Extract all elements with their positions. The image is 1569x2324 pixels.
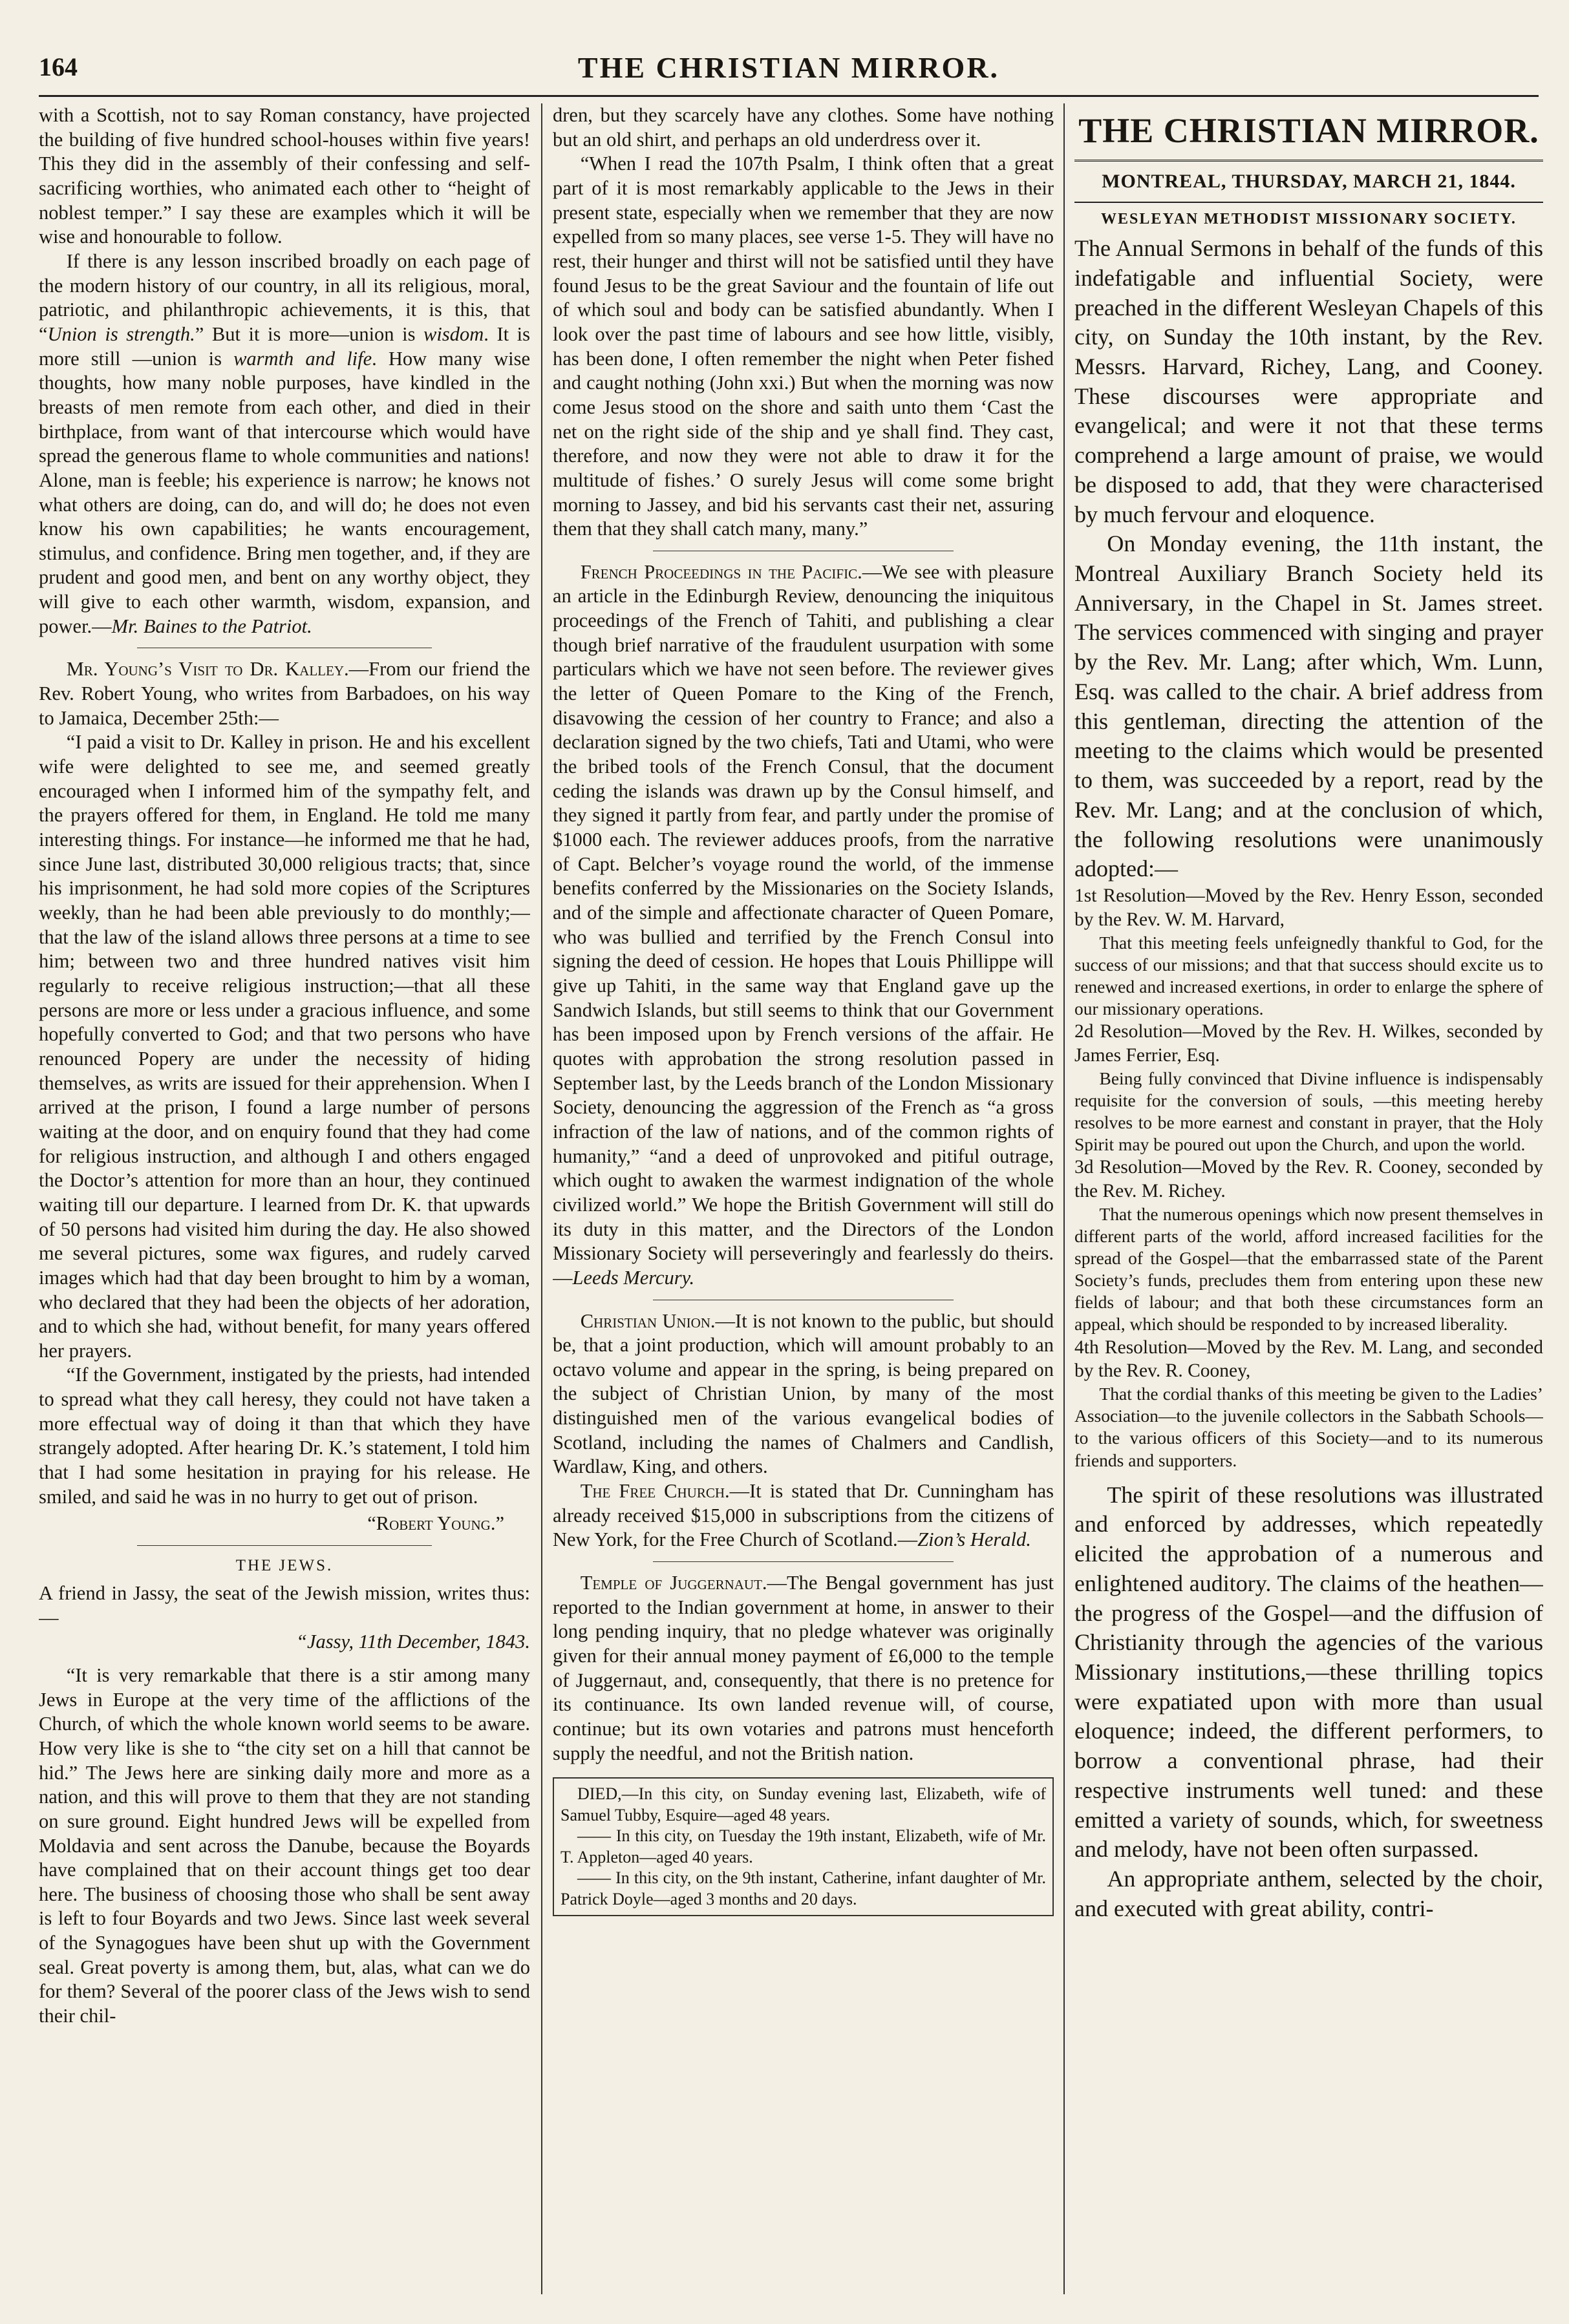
article-paragraph: Temple of Juggernaut.—The Bengal government has just reported to the Indian government at home, in answer to their long pending inquiry, that no pledge whatever was originally given for their annual money payment of £6,000 to the temple of Juggernaut, and, consequently, that there is no pretence for its continuance. Its own landed revenue will, of course, continue; but its own votaries and patrons must henceforth supply the needful, and not the British nation.: [553, 1572, 1054, 1764]
page-header: [39, 26, 1539, 97]
death-entry: —— In this city, on Tuesday the 19th instant, Elizabeth, wife of Mr. T. Appleton—aged 40 years.: [560, 1826, 1046, 1866]
article-paragraph: The Annual Sermons in behalf of the funds of this indefatigable and influential Society, were preached in the different Wesleyan Chapels of this city, on Sunday the 10th instant, by the Rev. Messrs. Harvard, Richey, Lang, and Cooney. These discourses were appropriate and evangelical; and were it not that these terms comprehend a large amount of praise, we would be disposed to add, that they were characterised by much fervour and eloquence.: [1074, 235, 1543, 527]
section-heading: WESLEYAN METHODIST MISSIONARY SOCIETY.: [1101, 210, 1517, 227]
column-middle: [553, 103, 1054, 2294]
resolution-heading: 3d Resolution—Moved by the Rev. R. Cooney, seconded by the Rev. M. Richey.: [1074, 1157, 1543, 1202]
article-paragraph: An appropriate anthem, selected by the choir, and executed with great ability, contri-: [1074, 1865, 1543, 1921]
column-left: [39, 103, 530, 2294]
article-separator: [653, 1561, 954, 1562]
article-separator: [137, 1545, 432, 1546]
article-heading: Temple of Juggernaut.: [580, 1572, 767, 1594]
section-heading: THE JEWS.: [235, 1557, 334, 1575]
article-paragraph: A friend in Jassy, the seat of the Jewish mission, writes thus:—: [39, 1581, 530, 1629]
article-paragraph: French Proceedings in the Pacific.—We see with pleasure an article in the Edinburgh Review, denouncing the iniquitous proceedings of the French of Tahiti, and publishing a clear though brief narrative of the fraudulent usurpation with some particulars which we have not seen before. The reviewer gives the letter of Queen Pomare to the King of the French, disavowing the cession of her country to France; and also a declaration signed by the two chiefs, Tati and Utami, who were the bribed tools of the French Consul, that the document ceding the islands was drawn up by the Consul himself, and they signed it partly from fear, and partly under the promise of $1000 each. The reviewer adduces proofs, from the narrative of Capt. Belcher’s voyage round the world, of the immense benefits conferred by the Missionaries on the Society Islands, and of the simple and affectionate character of Queen Pomare, who was bullied and terrified by the French Consul into signing the deed of cession. He hopes that Louis Phillippe will give up Tahiti, in the same way that England gave up the Sandwich Islands, but still seems to think that our Government has been imposed upon by French versions of the affair. He quotes with approbation the strong resolution passed in September last, by the Leeds branch of the London Missionary Society, denouncing the aggression of the French as “a gross infraction of the law of nations, and of the common rights of humanity,” “and a deed of unprovoked and pitiful outrage, which ought to awaken the warmest indignation of the whole civilized world.” We hope the British Government will still do its duty in this matter, and the Directors of the London Missionary Society will perseveringly and fearlessly do theirs.—Leeds Mercury.: [553, 560, 1054, 1289]
resolution-heading: 4th Resolution—Moved by the Rev. M. Lang, and seconded by the Rev. R. Cooney,: [1074, 1336, 1543, 1382]
article-paragraph: The Free Church.—It is stated that Dr. Cunningham has already received $15,000 in subscriptions from the citizens of New York, for the Free Church of Scotland.—Zion’s Herald.: [553, 1480, 1054, 1551]
article-heading: Christian Union.: [580, 1309, 716, 1332]
dateline: “Jassy, 11th December, 1843.: [296, 1631, 530, 1653]
article-paragraph: with a Scottish, not to say Roman constancy, have projected the building of five hundred school-houses within five years! This they did in the assembly of their confessing and self-sacrificing worthies, who animated each other to “height of noblest temper.” I say these are examples which it will be wise and honourable to follow.: [39, 104, 530, 248]
article-paragraph: If there is any lesson inscribed broadly on each page of the modern history of our country, in all its religious, moral, patriotic, and philanthropic achievements, it is this, that “Union is strength.” But it is more—union is wisdom. It is more still —union is warmth and life. How many wise thoughts, how many noble purposes, have kindled in the breasts of men remote from each other, and died in their birthplace, from want of that intercourse which would have spread the generous flame to whole communities and nations! Alone, man is feeble; his experience is narrow; he knows not what others are doing, can do, and will do; he does not even know his own capabilities; he wants encouragement, stimulus, and confidence. Bring men together, and, if they are prudent and good men, and bent on any worthy object, they will give to each other warmth, wisdom, expansion, and power.—Mr. Baines to the Patriot.: [39, 249, 530, 637]
resolution-heading: 1st Resolution—Moved by the Rev. Henry Esson, seconded by the Rev. W. M. Harvard,: [1074, 885, 1543, 930]
article-heading: The Free Church.: [580, 1480, 730, 1503]
resolution-text: That this meeting feels unfeignedly thankful to God, for the success of our missions; and that that success should excite us to renewed and increased exertions, in order to enlarge the sphere of our missionary operations.: [1074, 932, 1543, 1019]
article-heading: French Proceedings in the Pacific.: [580, 560, 862, 583]
article-paragraph: Mr. Young’s Visit to Dr. Kalley.—From our friend the Rev. Robert Young, who writes from Barbadoes, on his way to Jamaica, December 25th:—: [39, 658, 530, 729]
column-divider: [1063, 103, 1065, 2294]
resolutions: [1074, 884, 1543, 1472]
article-paragraph: “It is very remarkable that there is a stir among many Jews in Europe at the very time of the afflictions of the Church, of which the whole known world seems to be aware. How very like is she to “the city set on a hill that cannot be hid.” The Jews here are sinking daily more and more as a nation, and this will prove to them that they are not standing on sure ground. Eight hundred Jews will be expelled from Moldavia and sent across the Danube, because the Boyards have complained that on their account things get too dear here. The business of choosing those who shall be sent away is left to four Boyards and two Jews. Since last week several of the Synagogues have been shut up with the Government seal. Great poverty is among them, but, alas, what can we do for them? Several of the poorer class of the Jews wish to send their chil-: [39, 1664, 530, 2027]
issue-dateline: MONTREAL, THURSDAY, MARCH 21, 1844.: [1074, 160, 1543, 203]
death-entry: —— In this city, on the 9th instant, Catherine, infant daughter of Mr. Patrick Doyle—aged 3 months and 20 days.: [560, 1868, 1046, 1908]
signature: “Robert Young.”: [367, 1512, 504, 1535]
article-paragraph: “I paid a visit to Dr. Kalley in prison. He and his excellent wife were delighted to see me, and seemed greatly encouraged when I informed him of the sympathy felt, and the prayers offered for them, in England. He told me many interesting things. For instance—he informed me that he had, since June last, distributed 30,000 religious tracts; that, since his imprisonment, he had sold more copies of the Scriptures weekly, than he had been able previously to do monthly;—that the law of the island allows three persons at a time to see him; between two and three hundred natives visit him regularly to receive religious instruction;—that all these persons are more or less under a gracious influence, and some hopefully converted to God; and that two persons who have renounced Popery are under the necessity of hiding themselves, as writs are issued for their apprehension. When I arrived at the prison, I found a large number of persons waiting at the door, and on enquiry found that they had come for religious instruction, and although I and others engaged the Doctor’s attention for more than an hour, they continued waiting till our departure. I learned from Dr. K. that upwards of 50 persons had visited him during the day. He also showed me several pictures, some wax figures, and rudely carved images which had that day been brought to him by a woman, who declared that they had been the objects of her adoration, and to which she had, without benefit, for many years offered her prayers.: [39, 731, 530, 1362]
article-paragraph: On Monday evening, the 11th instant, the Montreal Auxiliary Branch Society held its Anniversary, in the Chapel in St. James street. The services commenced with singing and prayer by the Rev. Mr. Lang; after which, Wm. Lunn, Esq. was called to the chair. A brief address from this gentleman, directing the attention of the meeting to the claims which would be presented to them, was succeeded by a report, read by the Rev. Mr. Lang; and at the conclusion of which, the following resolutions were unanimously adopted:—: [1074, 531, 1543, 882]
masthead: THE CHRISTIAN MIRROR.: [1078, 111, 1539, 150]
article-paragraph: “If the Government, instigated by the priests, had intended to spread what they call heresy, they could not have taken a more effectual way of doing it than that which they have strangely adopted. After hearing Dr. K.’s statement, I told him that I had some hesitation in praying for his release. He smiled, and said he was in no hurry to get out of prison.: [39, 1364, 530, 1508]
page-number: 164: [39, 52, 78, 81]
source-credit: Leeds Mercury.: [572, 1266, 695, 1289]
resolution-text: Being fully convinced that Divine influence is indispensably requisite for the conversion of souls, —this meeting hereby resolves to be more earnest and constant in prayer, that the Holy Spirit may be poured out upon the Church, and upon the world.: [1074, 1068, 1543, 1155]
source-credit: Zion’s Herald.: [917, 1528, 1031, 1551]
resolution-text: That the cordial thanks of this meeting be given to the Ladies’ Association—to the juvenile collectors in the Sabbath Schools—to the various officers of this Society—and to its numerous friends and supporters.: [1074, 1384, 1543, 1470]
column-right: [1074, 103, 1543, 2294]
article-heading: Mr. Young’s Visit to Dr. Kalley.: [66, 658, 349, 681]
source-credit: Mr. Baines to the Patriot.: [111, 615, 312, 637]
resolution-heading: 2d Resolution—Moved by the Rev. H. Wilkes, seconded by James Ferrier, Esq.: [1074, 1021, 1543, 1066]
header-rule: [39, 95, 1539, 97]
resolution-text: That the numerous openings which now present themselves in different parts of the world, afford increased facilities for the spread of the Gospel—that the embarrassed state of the Parent Society’s funds, precludes them from entering upon these new fields of labour; and that both these circumstances form an appeal, which should be responded to by increased liberality.: [1074, 1203, 1543, 1335]
article-paragraph: dren, but they scarcely have any clothes. Some have nothing but an old shirt, and perhaps an old underdress over it.: [553, 104, 1054, 151]
article-paragraph: The spirit of these resolutions was illustrated and enforced by addresses, which repeatedly elicited the approbation of a numerous and enlightened auditory. The claims of the heathen—the progress of the Gospel—and the diffusion of Christianity through the agencies of the various Missionary institutions,—these thrilling topics were expatiated upon with more than usual eloquence; indeed, the different performers, to borrow a conventional phrase, had their respective instruments well tuned: and these emitted a variety of sounds, which, for sweetness and melody, have not been often surpassed.: [1074, 1481, 1543, 1863]
deaths-notice: [553, 1777, 1054, 1916]
death-entry: DIED,—In this city, on Sunday evening last, Elizabeth, wife of Samuel Tubby, Esquire—aged 48 years.: [560, 1784, 1046, 1824]
running-title: THE CHRISTIAN MIRROR.: [577, 51, 1000, 84]
column-divider: [541, 103, 542, 2294]
article-paragraph: Christian Union.—It is not known to the public, but should be, that a joint production, which will amount probably to an octavo volume and appear in the spring, is being prepared on the subject of Christian Union, by many of the most distinguished men of the various evangelical bodies of Scotland, including the names of Chalmers and Candlish, Wardlaw, King, and others.: [553, 1309, 1054, 1478]
article-paragraph: “When I read the 107th Psalm, I think often that a great part of it is most remarkably applicable to the Jews in their present state, especially when we remember that they are now expelled from so many places, see verse 1-5. They will have no rest, their hunger and thirst will not be satisfied until they have found Jesus to be the great Saviour and the fountain of life out of which soul and body can be satisfied abundantly. When I look over the past time of labours and see how little, visibly, has been done, I often remember the night when Peter fished and caught nothing (John xxi.) But when the morning was now come Jesus stood on the shore and saith unto them ‘Cast the net on the right side of the ship and ye shall find. They cast, therefore, and now they were not able to draw it for the multitude of fishes.’ O surely Jesus will come some bright morning to Jassey, and bid his servants cast their net, assuring them that they shall catch many, many.”: [553, 153, 1054, 540]
